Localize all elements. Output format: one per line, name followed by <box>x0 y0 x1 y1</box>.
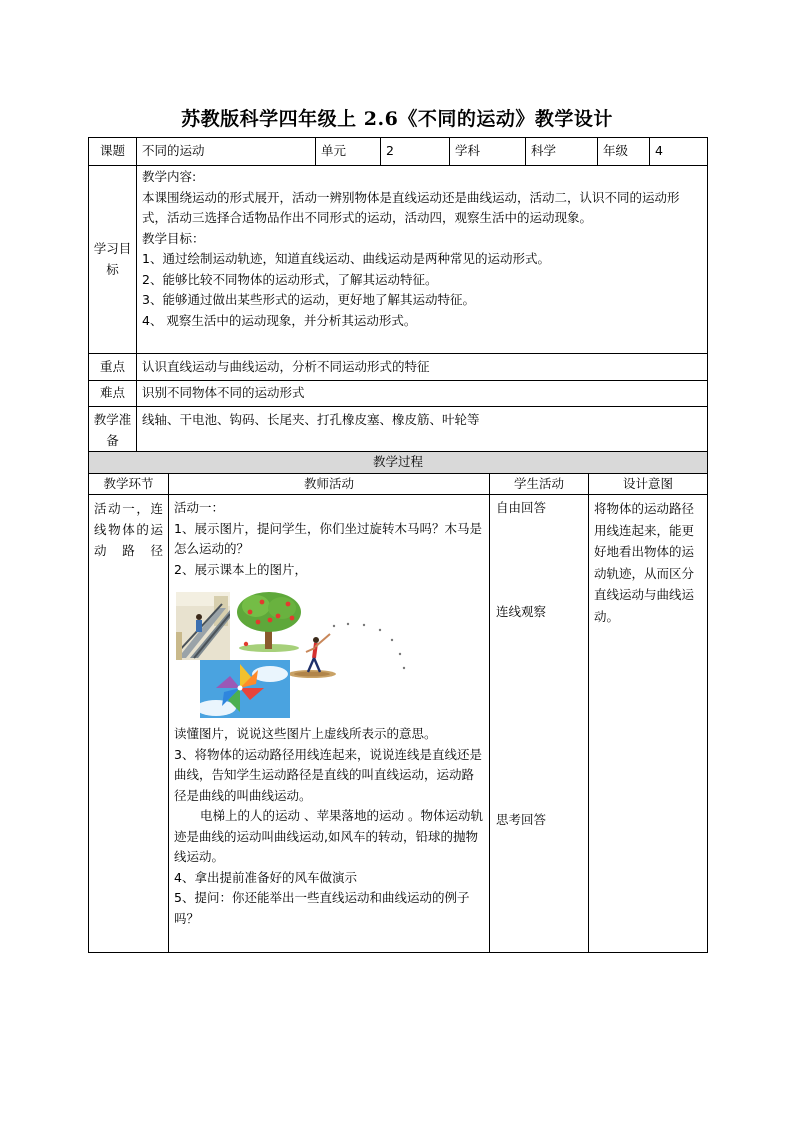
nianji-label: 年级 <box>598 138 650 166</box>
xueke-value: 科学 <box>526 138 598 166</box>
objectives-label: 学习目标 <box>89 166 137 354</box>
goal-item: 2、能够比较不同物体的运动形式，了解其运动特征。 <box>142 271 438 287</box>
danyuan-label: 单元 <box>316 138 381 166</box>
danyuan-value: 2 <box>381 138 450 166</box>
activity-row <box>89 495 708 953</box>
column-header-row <box>89 473 708 495</box>
objectives-content <box>137 166 708 354</box>
goal-item: 4、 观察生活中的运动现象，并分析其运动形式。 <box>142 312 417 328</box>
teacher-cell <box>169 495 490 953</box>
prep-text: 线轴、干电池、钩码、长尾夹、打孔橡皮塞、橡皮筋、叶轮等 <box>137 407 708 452</box>
teacher-line: 2、展示课本上的图片， <box>174 561 307 577</box>
teacher-line: 活动一： <box>174 500 225 515</box>
info-row <box>89 138 708 166</box>
key-text: 认识直线运动与曲线运动，分析不同运动形式的特征 <box>137 354 708 381</box>
teacher-line: 电梯上的人的运动 、苹果落地的运动 。物体运动轨迹是曲线的运动叫曲线运动,如风车的转动，铅球的抛物线运动。 <box>174 808 483 864</box>
keti-label: 课题 <box>89 138 137 166</box>
nianji-value: 4 <box>650 138 708 166</box>
difficulty-text: 识别不同物体不同的运动形式 <box>137 381 708 407</box>
goals-heading: 教学目标： <box>142 230 205 246</box>
stage-cell: 活动一，连线物体的运动路径 <box>89 495 169 953</box>
pinwheel-photo <box>200 660 290 718</box>
key-row <box>89 354 708 381</box>
intent-cell: 将物体的运动路径用线连起来，能更好地看出物体的运动轨迹，从而区分直线运动与曲线运动。 <box>589 495 708 953</box>
keti-value: 不同的运动 <box>137 138 316 166</box>
student-activity: 自由回答 <box>496 500 547 515</box>
teacher-line: 1、展示图片，提问学生，你们坐过旋转木马吗？木马是怎么运动的？ <box>174 520 482 556</box>
key-label: 重点 <box>89 354 137 381</box>
escalator-photo <box>176 592 230 660</box>
objectives-row <box>89 166 708 354</box>
prep-row <box>89 407 708 452</box>
student-activity: 思考回答 <box>496 812 547 827</box>
content-text: 本课围绕运动的形式展开，活动一辨别物体是直线运动还是曲线运动，活动二，认识不同的运动形式，活动三选择合适物品作出不同形式的运动，活动四，观察生活中的运动现象。 <box>142 189 680 225</box>
content-heading: 教学内容: <box>142 169 197 184</box>
column-header: 设计意图 <box>589 473 708 495</box>
goal-item: 3、能够通过做出某些形式的运动，更好地了解其运动特征。 <box>142 292 475 307</box>
difficulty-label: 难点 <box>89 381 137 407</box>
xueke-label: 学科 <box>450 138 526 166</box>
student-cell <box>490 495 589 953</box>
process-heading: 教学过程 <box>89 452 708 474</box>
goal-item: 1、通过绘制运动轨迹，知道直线运动、曲线运动是两种常见的运动形式。 <box>142 251 550 266</box>
textbook-pictures <box>174 590 484 718</box>
process-heading-row <box>89 452 708 474</box>
teacher-line: 4、拿出提前准备好的风车做演示 <box>174 869 357 885</box>
teacher-line: 5、提问：你还能举出一些直线运动和曲线运动的例子吗？ <box>174 890 470 926</box>
column-header: 教学环节 <box>89 473 169 495</box>
difficulty-row <box>89 381 708 407</box>
lesson-info-table <box>88 137 708 452</box>
student-activity: 连线观察 <box>496 604 547 619</box>
column-header: 学生活动 <box>490 473 589 495</box>
teacher-line: 3、将物体的运动路径用线连起来，说说连线是直线还是曲线，告知学生运动路径是直线的叫直线运动，运动路径是曲线的叫曲线运动。 <box>174 746 482 803</box>
teacher-line: 读懂图片，说说这些图片上虚线所表示的意思。 <box>174 726 437 741</box>
column-header: 教师活动 <box>169 473 490 495</box>
shot-put-photo <box>286 622 414 682</box>
process-table <box>88 451 708 953</box>
prep-label: 教学准备 <box>89 407 137 452</box>
page-title: 苏教版科学四年级上 2.6《不同的运动》教学设计 <box>181 108 613 130</box>
